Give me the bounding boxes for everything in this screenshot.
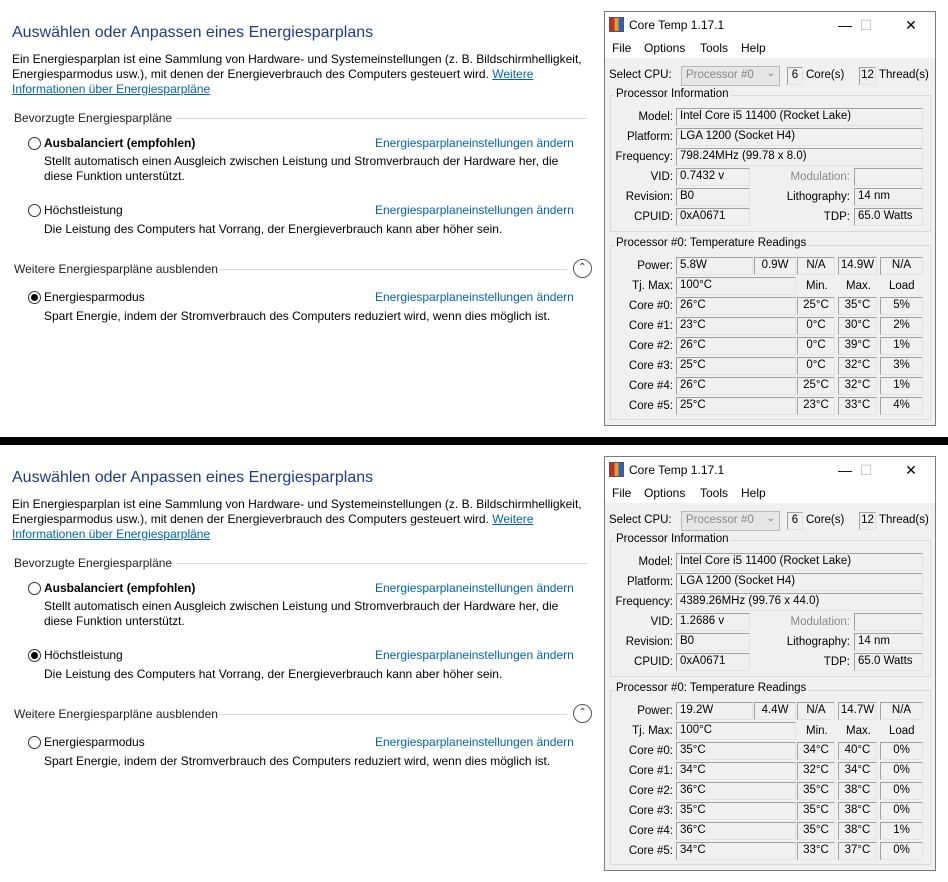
core-load: 3%	[880, 357, 923, 375]
more-plans-header: Weitere Energiesparpläne ausblenden	[14, 707, 218, 721]
core-label: Core #5:	[628, 400, 673, 412]
chevron-down-icon: ⌄	[766, 68, 775, 79]
core-label: Core #3:	[628, 805, 673, 817]
tdp-value: 65.0 Watts	[854, 208, 923, 226]
core-load: 5%	[880, 297, 923, 315]
core-label: Core #4:	[628, 825, 673, 837]
core-temp: 35°C	[676, 802, 796, 820]
window-title: Core Temp 1.17.1	[629, 463, 725, 477]
plan-radio-balanced[interactable]	[28, 137, 41, 150]
threads-label: Thread(s)	[879, 514, 929, 526]
power-cores: 0.9W	[754, 257, 796, 275]
core-min-temp: 35°C	[797, 802, 835, 820]
core-min-temp: 0°C	[797, 337, 835, 355]
revision-value: B0	[676, 633, 750, 651]
core-load: 0%	[880, 802, 923, 820]
menu-tools[interactable]: Tools	[700, 486, 729, 500]
menu-file[interactable]: File	[612, 41, 632, 55]
core-label: Core #3:	[628, 360, 673, 372]
core-load: 1%	[880, 337, 923, 355]
tjmax-value: 100°C	[676, 722, 796, 740]
core-temp: 35°C	[676, 742, 796, 760]
power-dram: 14.7W	[838, 702, 877, 720]
power-dram: 14.9W	[838, 257, 877, 275]
plan-description-power-saver: Spart Energie, indem der Stromverbrauch des Computers reduziert wird, wenn dies möglich ist.	[44, 309, 551, 323]
change-settings-link-balanced[interactable]: Energiesparplaneinstellungen ändern	[375, 136, 574, 150]
cores-count: 6	[787, 512, 803, 530]
power-label: Power:	[637, 260, 673, 272]
core-label: Core #2:	[628, 340, 673, 352]
core-min-temp: 0°C	[797, 357, 835, 375]
more-info-link[interactable]: Weitere Informationen über Energiesparpläne	[12, 512, 534, 541]
select-cpu-label: Select CPU:	[609, 514, 672, 526]
load-column-header: Load	[889, 280, 915, 292]
model-value: Intel Core i5 11400 (Rocket Lake)	[676, 553, 923, 571]
plan-name-power-saver[interactable]: Energiesparmodus	[44, 290, 145, 304]
plan-name-power-saver[interactable]: Energiesparmodus	[44, 735, 145, 749]
core-label: Core #5:	[628, 845, 673, 857]
processor-select	[681, 66, 780, 86]
screenshot-panel-power-saver	[0, 0, 948, 437]
power-uncore: N/A	[797, 702, 835, 720]
load-column-header: Load	[889, 725, 915, 737]
core-max-temp: 38°C	[838, 802, 877, 820]
max-column-header: Max.	[846, 725, 871, 737]
change-settings-link-power-saver[interactable]: Energiesparplaneinstellungen ändern	[375, 735, 574, 749]
coretemp-app-icon	[609, 17, 624, 32]
core-temp: 36°C	[676, 822, 796, 840]
temperature-readings-title: Processor #0: Temperature Readings	[616, 237, 807, 249]
cpuid-label: CPUID:	[634, 211, 673, 223]
menu-bar	[605, 38, 935, 58]
core-load: 1%	[880, 377, 923, 395]
tdp-value: 65.0 Watts	[854, 653, 923, 671]
tjmax-label: Tj. Max:	[632, 280, 673, 292]
core-min-temp: 35°C	[797, 782, 835, 800]
plan-radio-high-performance[interactable]	[28, 204, 41, 217]
power-package: 5.8W	[676, 257, 753, 275]
core-temp: 36°C	[676, 782, 796, 800]
revision-label: Revision:	[625, 191, 673, 203]
chevron-down-icon: ⌄	[766, 513, 775, 524]
change-settings-link-balanced[interactable]: Energiesparplaneinstellungen ändern	[375, 581, 574, 595]
platform-label: Platform:	[626, 131, 673, 143]
close-icon[interactable]: ✕	[905, 17, 917, 33]
power-uncore: N/A	[797, 257, 835, 275]
window-title: Core Temp 1.17.1	[629, 18, 725, 32]
page-title: Auswählen oder Anpassen eines Energiesparplans	[12, 469, 374, 486]
model-label: Model:	[638, 556, 673, 568]
power-gpu: N/A	[880, 257, 923, 275]
panel-divider	[0, 437, 948, 445]
preferred-plans-header: Bevorzugte Energiesparpläne	[14, 556, 173, 570]
power-label: Power:	[637, 705, 673, 717]
menu-options[interactable]: Options	[644, 486, 686, 500]
cpuid-value: 0xA0671	[676, 208, 750, 226]
core-max-temp: 33°C	[838, 397, 877, 415]
min-column-header: Min.	[806, 280, 828, 292]
core-temp: 34°C	[676, 842, 796, 860]
title-bar	[605, 12, 935, 38]
frequency-value: 798.24MHz (99.78 x 8.0)	[676, 148, 923, 166]
frequency-value: 4389.26MHz (99.76 x 44.0)	[676, 593, 923, 611]
core-min-temp: 33°C	[797, 842, 835, 860]
model-value: Intel Core i5 11400 (Rocket Lake)	[676, 108, 923, 126]
core-temp: 26°C	[676, 337, 796, 355]
section-divider	[220, 714, 567, 715]
maximize-icon: ☐	[859, 17, 873, 33]
menu-file[interactable]: File	[612, 486, 632, 500]
plan-radio-power-saver[interactable]	[28, 736, 41, 749]
platform-value: LGA 1200 (Socket H4)	[676, 128, 923, 146]
select-cpu-label: Select CPU:	[609, 69, 672, 81]
core-label: Core #2:	[628, 785, 673, 797]
core-max-temp: 32°C	[838, 377, 877, 395]
threads-count: 12	[859, 67, 876, 85]
threads-label: Thread(s)	[879, 69, 929, 81]
processor-select	[681, 511, 780, 531]
core-label: Core #4:	[628, 380, 673, 392]
core-label: Core #0:	[628, 300, 673, 312]
core-temp: 34°C	[676, 762, 796, 780]
plan-description-balanced: Stellt automatisch einen Ausgleich zwischen Leistung und Stromverbrauch der Hardware her, die diese Funktion unterstützt.	[44, 599, 559, 628]
coretemp-app-icon	[609, 462, 624, 477]
model-label: Model:	[638, 111, 673, 123]
plan-description-high-performance: Die Leistung des Computers hat Vorrang, der Energieverbrauch kann aber höher sein.	[44, 667, 503, 681]
core-max-temp: 38°C	[838, 822, 877, 840]
core-label: Core #1:	[628, 765, 673, 777]
title-bar	[605, 457, 935, 483]
plan-name-high-performance[interactable]: Höchstleistung	[44, 203, 123, 217]
page-description: Ein Energiesparplan ist eine Sammlung von Hardware- und Systemeinstellungen (z. B. Bildschirmhelligkeit, Energiesparmodus usw.), mit denen der Energieverbrauch des Computers gesteuert wird. Weitere Informationen über Energiesparpläne	[12, 497, 582, 541]
core-min-temp: 25°C	[797, 377, 835, 395]
screenshot-panel-high-performance	[0, 445, 948, 882]
power-gpu: N/A	[880, 702, 923, 720]
core-max-temp: 40°C	[838, 742, 877, 760]
more-plans-header: Weitere Energiesparpläne ausblenden	[14, 262, 218, 276]
cores-count: 6	[787, 67, 803, 85]
core-load: 0%	[880, 782, 923, 800]
section-divider	[220, 269, 567, 270]
vid-value: 0.7432 v	[676, 168, 750, 186]
core-load: 0%	[880, 742, 923, 760]
collapse-chevron-up-icon[interactable]: ⌃	[573, 259, 592, 278]
coretemp-window	[604, 11, 936, 426]
plan-radio-high-performance[interactable]	[28, 649, 41, 662]
change-settings-link-high-performance[interactable]: Energiesparplaneinstellungen ändern	[375, 648, 574, 662]
core-min-temp: 25°C	[797, 297, 835, 315]
menu-help[interactable]: Help	[741, 41, 766, 55]
core-max-temp: 38°C	[838, 782, 877, 800]
lithography-label: Lithography:	[786, 636, 850, 648]
vid-label: VID:	[650, 171, 673, 183]
modulation-value	[854, 168, 923, 186]
core-load: 1%	[880, 822, 923, 840]
section-divider	[176, 563, 587, 564]
plan-name-balanced[interactable]: Ausbalanciert (empfohlen)	[44, 136, 196, 150]
core-max-temp: 35°C	[838, 297, 877, 315]
temperature-readings-title: Processor #0: Temperature Readings	[616, 682, 807, 694]
core-label: Core #1:	[628, 320, 673, 332]
vid-label: VID:	[650, 616, 673, 628]
core-load: 0%	[880, 762, 923, 780]
cores-label: Core(s)	[806, 514, 845, 526]
platform-value: LGA 1200 (Socket H4)	[676, 573, 923, 591]
modulation-label: Modulation:	[790, 616, 850, 628]
core-temp: 25°C	[676, 397, 796, 415]
core-min-temp: 34°C	[797, 742, 835, 760]
core-max-temp: 39°C	[838, 337, 877, 355]
frequency-label: Frequency:	[615, 151, 673, 163]
frequency-label: Frequency:	[615, 596, 673, 608]
processor-select-value: Processor #0	[686, 69, 754, 81]
plan-radio-balanced[interactable]	[28, 582, 41, 595]
processor-info-title: Processor Information	[616, 533, 729, 545]
plan-name-balanced[interactable]: Ausbalanciert (empfohlen)	[44, 581, 196, 595]
core-temp: 26°C	[676, 297, 796, 315]
core-label: Core #0:	[628, 745, 673, 757]
core-max-temp: 37°C	[838, 842, 877, 860]
revision-label: Revision:	[625, 636, 673, 648]
collapse-chevron-up-icon[interactable]: ⌃	[573, 704, 592, 723]
plan-radio-power-saver[interactable]	[28, 291, 41, 304]
plan-description-power-saver: Spart Energie, indem der Stromverbrauch des Computers reduziert wird, wenn dies möglich ist.	[44, 754, 551, 768]
close-icon[interactable]: ✕	[905, 462, 917, 478]
processor-info-title: Processor Information	[616, 88, 729, 100]
tjmax-value: 100°C	[676, 277, 796, 295]
core-min-temp: 23°C	[797, 397, 835, 415]
plan-name-high-performance[interactable]: Höchstleistung	[44, 648, 123, 662]
plan-description-balanced: Stellt automatisch einen Ausgleich zwischen Leistung und Stromverbrauch der Hardware her, die diese Funktion unterstützt.	[44, 154, 559, 183]
core-max-temp: 30°C	[838, 317, 877, 335]
plan-description-high-performance: Die Leistung des Computers hat Vorrang, der Energieverbrauch kann aber höher sein.	[44, 222, 503, 236]
lithography-value: 14 nm	[854, 633, 923, 651]
power-plan-panel	[0, 445, 600, 882]
page-title: Auswählen oder Anpassen eines Energiesparplans	[12, 24, 374, 41]
core-min-temp: 35°C	[797, 822, 835, 840]
core-load: 4%	[880, 397, 923, 415]
menu-bar	[605, 483, 935, 503]
preferred-plans-header: Bevorzugte Energiesparpläne	[14, 111, 173, 125]
tjmax-label: Tj. Max:	[632, 725, 673, 737]
core-temp: 26°C	[676, 377, 796, 395]
modulation-label: Modulation:	[790, 171, 850, 183]
vid-value: 1.2686 v	[676, 613, 750, 631]
power-plan-panel	[0, 0, 600, 437]
cores-label: Core(s)	[806, 69, 845, 81]
page-description: Ein Energiesparplan ist eine Sammlung von Hardware- und Systemeinstellungen (z. B. Bildschirmhelligkeit, Energiesparmodus usw.), mit denen der Energieverbrauch des Computers gesteuert wird. Weitere Informationen über Energiesparpläne	[12, 52, 582, 96]
platform-label: Platform:	[626, 576, 673, 588]
core-min-temp: 32°C	[797, 762, 835, 780]
tdp-label: TDP:	[823, 656, 850, 668]
lithography-label: Lithography:	[786, 191, 850, 203]
max-column-header: Max.	[846, 280, 871, 292]
minimize-icon[interactable]: —	[838, 17, 852, 33]
core-load: 0%	[880, 842, 923, 860]
cpuid-label: CPUID:	[634, 656, 673, 668]
modulation-value	[854, 613, 923, 631]
processor-select-value: Processor #0	[686, 514, 754, 526]
more-info-link[interactable]: Weitere Informationen über Energiesparpläne	[12, 67, 534, 96]
core-max-temp: 34°C	[838, 762, 877, 780]
coretemp-window	[604, 456, 936, 871]
minimize-icon[interactable]: —	[838, 462, 852, 478]
core-temp: 23°C	[676, 317, 796, 335]
core-min-temp: 0°C	[797, 317, 835, 335]
maximize-icon: ☐	[859, 462, 873, 478]
core-load: 2%	[880, 317, 923, 335]
min-column-header: Min.	[806, 725, 828, 737]
power-cores: 4.4W	[754, 702, 796, 720]
menu-tools[interactable]: Tools	[700, 41, 729, 55]
cpuid-value: 0xA0671	[676, 653, 750, 671]
tdp-label: TDP:	[823, 211, 850, 223]
core-temp: 25°C	[676, 357, 796, 375]
section-divider	[176, 118, 587, 119]
threads-count: 12	[859, 512, 876, 530]
core-max-temp: 32°C	[838, 357, 877, 375]
lithography-value: 14 nm	[854, 188, 923, 206]
change-settings-link-high-performance[interactable]: Energiesparplaneinstellungen ändern	[375, 203, 574, 217]
menu-help[interactable]: Help	[741, 486, 766, 500]
power-package: 19.2W	[676, 702, 753, 720]
change-settings-link-power-saver[interactable]: Energiesparplaneinstellungen ändern	[375, 290, 574, 304]
revision-value: B0	[676, 188, 750, 206]
menu-options[interactable]: Options	[644, 41, 686, 55]
